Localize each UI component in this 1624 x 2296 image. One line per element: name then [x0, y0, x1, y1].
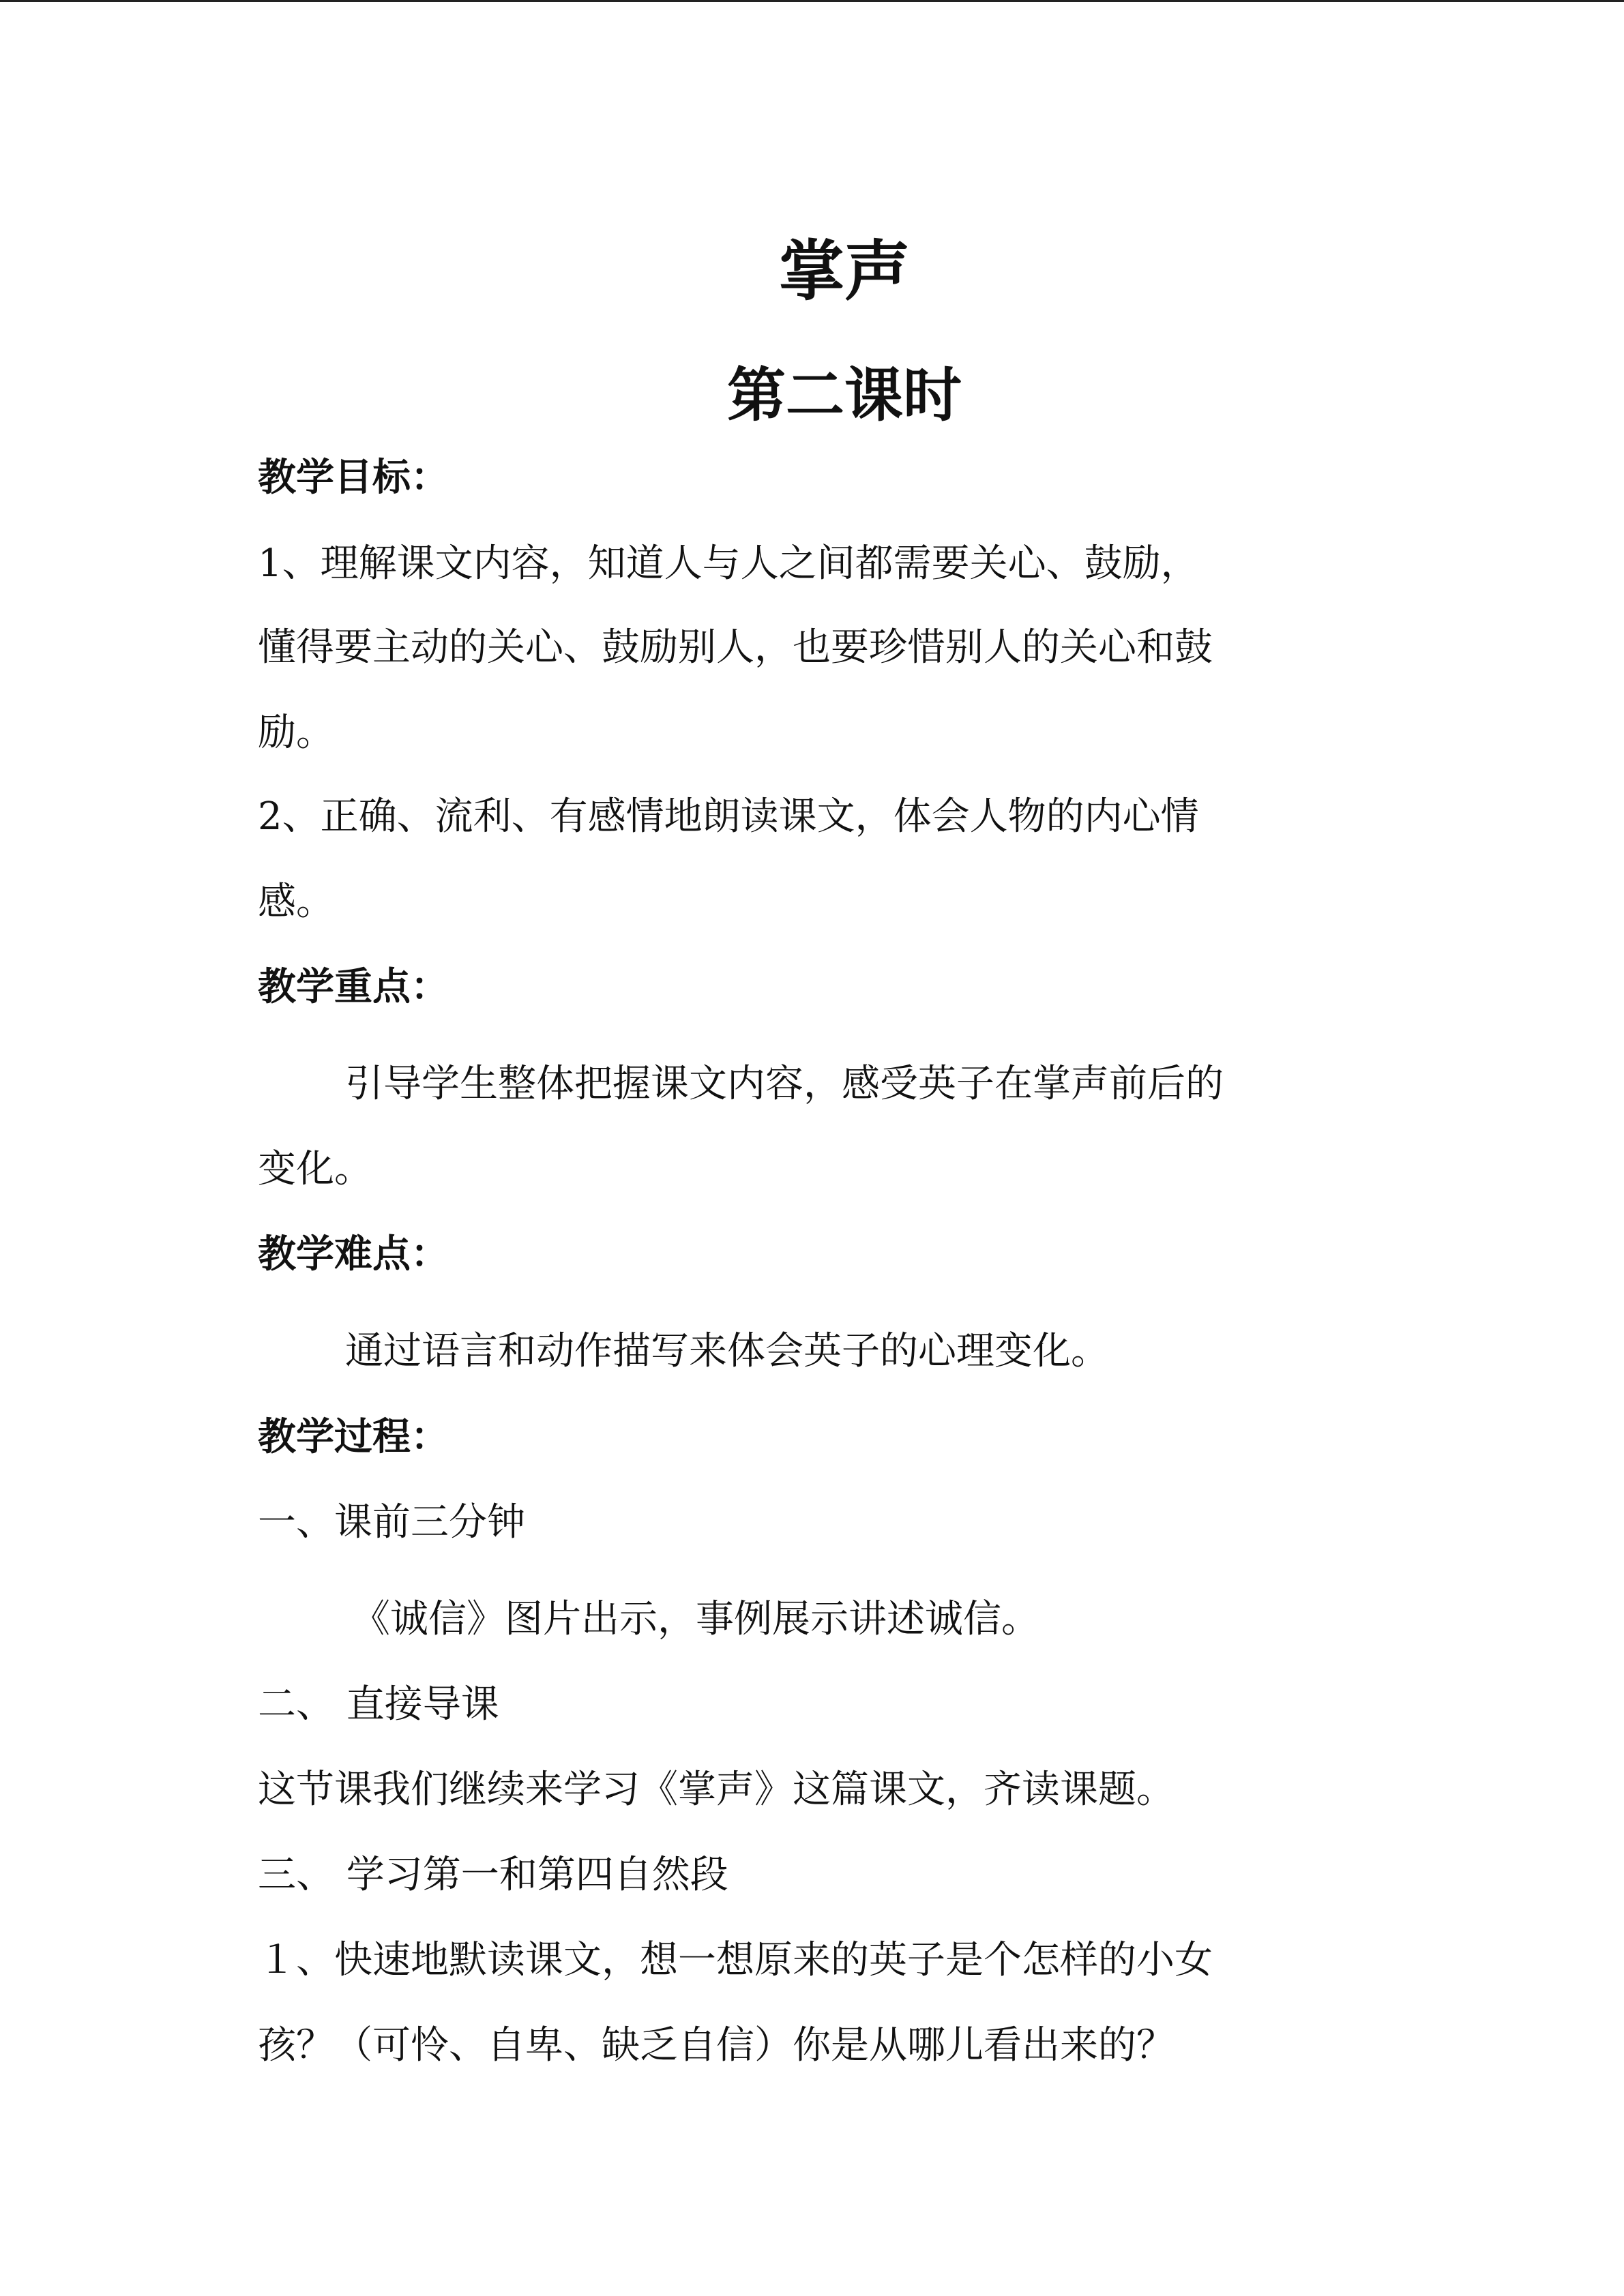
- focus-line-1: 引导学生整体把握课文内容，感受英子在掌声前后的: [345, 1062, 1224, 1106]
- process-step-3: 三、 学习第一和第四自然段: [258, 1853, 728, 1897]
- heading-teaching-process: 教学过程：: [258, 1415, 449, 1459]
- document-subtitle: 第二课时: [727, 361, 962, 430]
- heading-teaching-focus: 教学重点：: [258, 965, 449, 1009]
- process-step-3-item-1-line-1: １、快速地默读课文，想一想原来的英子是个怎样的小女: [258, 1938, 1213, 1982]
- objective-1-line-2: 懂得要主动的关心、鼓励别人，也要珍惜别人的关心和鼓: [258, 625, 1213, 670]
- heading-teaching-difficulty: 教学难点：: [258, 1232, 449, 1277]
- focus-line-2: 变化。: [258, 1147, 372, 1191]
- process-step-2-detail: 这节课我们继续来学习《掌声》这篇课文，齐读课题。: [258, 1768, 1175, 1812]
- objective-1-line-3: 励。: [258, 711, 334, 755]
- process-step-3-item-1-line-2: 孩？（可怜、自卑、缺乏自信）你是从哪儿看出来的？: [258, 2023, 1175, 2068]
- difficulty-line: 通过语言和动作描写来体会英子的心理变化。: [345, 1329, 1109, 1373]
- page-top-border: [0, 0, 1624, 2]
- process-step-1-detail: 《诚信》图片出示，事例展示讲述诚信。: [352, 1597, 1039, 1641]
- objective-1-line-1: 1、理解课文内容，知道人与人之间都需要关心、鼓励，: [258, 541, 1199, 586]
- document-title: 掌声: [779, 233, 910, 310]
- process-step-1: 一、课前三分钟: [258, 1500, 525, 1545]
- objective-2-line-1: 2、正确、流利、有感情地朗读课文，体会人物的内心情: [258, 794, 1199, 839]
- heading-teaching-objectives: 教学目标：: [258, 456, 449, 500]
- process-step-2: 二、 直接导课: [258, 1682, 499, 1727]
- objective-2-line-2: 感。: [258, 880, 334, 924]
